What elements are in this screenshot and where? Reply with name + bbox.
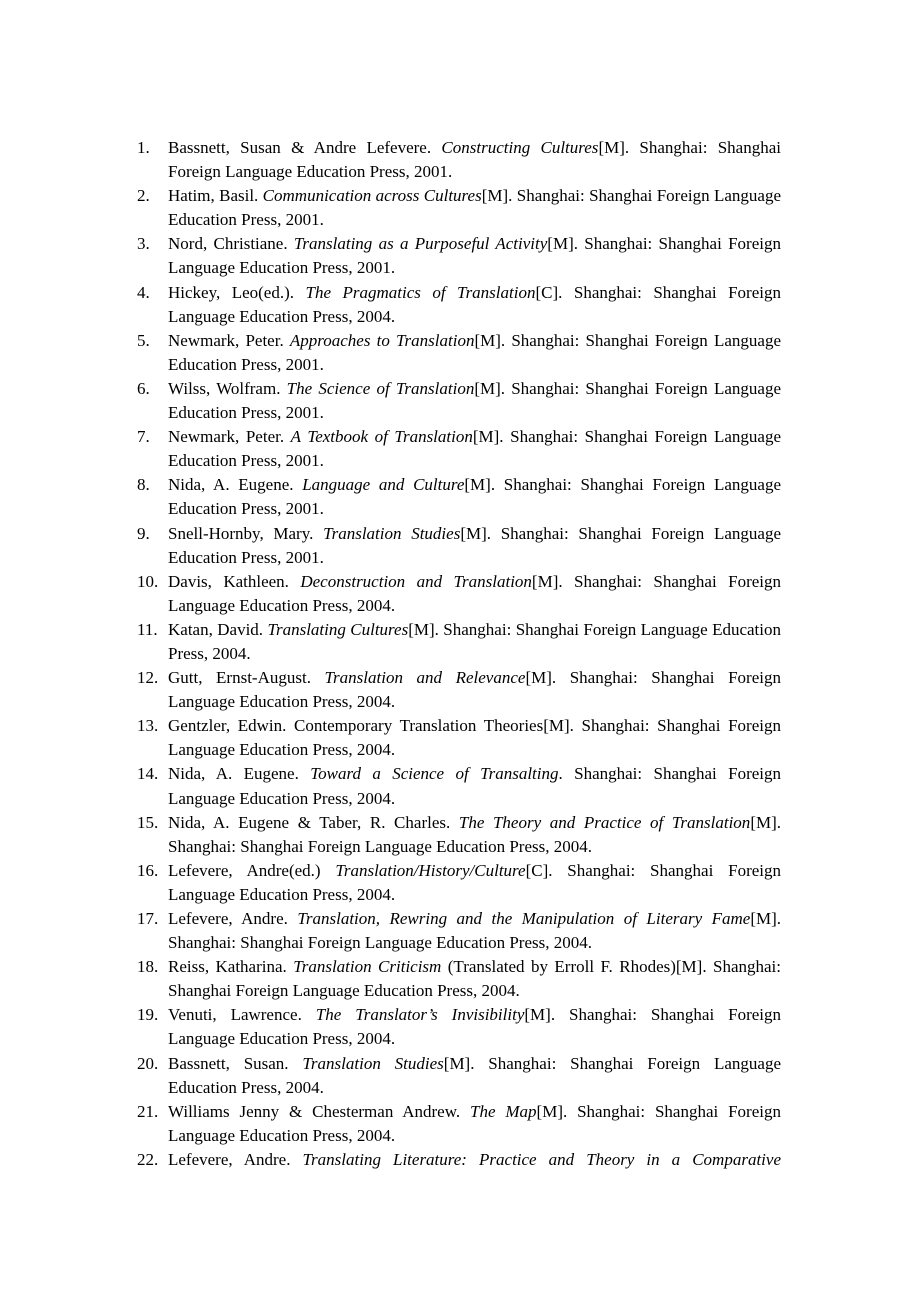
reference-title: The Map <box>470 1101 537 1121</box>
reference-text: Hatim, Basil. Communication across Cultures[M]. Shanghai: Shanghai Foreign Language Education Press, 2001. <box>168 186 781 230</box>
reference-item <box>137 762 781 810</box>
reference-number: 12. <box>137 668 159 688</box>
reference-title: The Science of Translation <box>286 378 475 398</box>
reference-title: Translation Studies <box>302 1053 444 1073</box>
reference-title: Translation and Relevance <box>324 668 526 688</box>
reference-title: A Textbook of Translation <box>290 427 473 447</box>
reference-title: Translation/History/Culture <box>335 860 526 880</box>
reference-number: 3. <box>137 234 150 254</box>
reference-number: 18. <box>137 957 159 977</box>
reference-number: 11. <box>137 619 158 639</box>
reference-text: Reiss, Katharina. Translation Criticism (Translated by Erroll F. Rhodes)[M]. Shanghai: Shanghai Foreign Language Education Press, 2004. <box>168 957 781 1001</box>
reference-text: Gentzler, Edwin. Contemporary Translation Theories[M]. Shanghai: Shanghai Foreign Language Education Press, 2004. <box>168 716 781 760</box>
reference-item <box>137 136 781 184</box>
reference-text: Lefevere, Andre(ed.) Translation/History/Culture[C]. Shanghai: Shanghai Foreign Language Education Press, 2004. <box>168 860 781 904</box>
reference-item <box>137 232 781 280</box>
reference-text: Newmark, Peter. Approaches to Translation[M]. Shanghai: Shanghai Foreign Language Education Press, 2001. <box>168 330 782 374</box>
reference-title: Translation Studies <box>323 523 461 543</box>
reference-number: 7. <box>137 427 150 447</box>
reference-title: Translation, Rewring and the Manipulation of Literary Fame <box>297 909 751 928</box>
reference-number: 14. <box>137 764 159 784</box>
reference-number: 17. <box>137 909 159 928</box>
reference-item <box>137 1100 781 1148</box>
reference-item <box>137 425 781 473</box>
reference-text: Williams Jenny & Chesterman Andrew. The Map[M]. Shanghai: Shanghai Foreign Language Education Press, 2004. <box>168 1101 781 1145</box>
reference-text: Nida, A. Eugene. Toward a Science of Transalting. Shanghai: Shanghai Foreign Language Education Press, 2004. <box>168 764 782 808</box>
reference-text: Gutt, Ernst-August. Translation and Relevance[M]. Shanghai: Shanghai Foreign Language Education Press, 2004. <box>168 668 781 712</box>
reference-text: Nord, Christiane. Translating as a Purposeful Activity[M]. Shanghai: Shanghai Foreign Language Education Press, 2001. <box>168 234 781 278</box>
reference-number: 16. <box>137 860 159 880</box>
reference-text: Bassnett, Susan & Andre Lefevere. Constructing Cultures[M]. Shanghai: Shanghai Foreign Language Education Press, 2001. <box>168 138 781 182</box>
reference-text: Lefevere, Andre. Translating Literature: Practice and Theory in a Comparative <box>168 1149 781 1169</box>
reference-number: 19. <box>137 1005 159 1025</box>
reference-item <box>137 281 781 329</box>
reference-text: Katan, David. Translating Cultures[M]. Shanghai: Shanghai Foreign Language Education Press, 2004. <box>168 619 782 663</box>
reference-item <box>137 1052 781 1100</box>
reference-title: Approaches to Translation <box>289 330 475 350</box>
reference-number: 5. <box>137 330 150 350</box>
reference-number: 9. <box>137 523 150 543</box>
reference-title: Language and Culture <box>302 475 465 495</box>
reference-title: Translating Literature: Practice and Theory in a Comparative <box>302 1149 781 1169</box>
reference-text: Venuti, Lawrence. The Translator’s Invisibility[M]. Shanghai: Shanghai Foreign Language Education Press, 2004. <box>168 1005 782 1049</box>
reference-item <box>137 618 781 666</box>
reference-number: 20. <box>137 1053 159 1073</box>
reference-item <box>137 1148 781 1172</box>
reference-item <box>137 811 781 859</box>
reference-number: 22. <box>137 1149 159 1169</box>
reference-text: Newmark, Peter. A Textbook of Translation[M]. Shanghai: Shanghai Foreign Language Education Press, 2001. <box>168 427 781 471</box>
reference-item <box>137 666 781 714</box>
reference-text: Lefevere, Andre. Translation, Rewring and the Manipulation of Literary Fame[M]. Shanghai: Shanghai Foreign Language Education Press, 2004. <box>168 909 782 953</box>
reference-title: Toward a Science of Transalting <box>310 764 559 784</box>
reference-number: 13. <box>137 716 159 736</box>
reference-item <box>137 955 781 1003</box>
reference-number: 15. <box>137 812 159 832</box>
reference-number: 21. <box>137 1101 159 1121</box>
reference-text: Davis, Kathleen. Deconstruction and Translation[M]. Shanghai: Shanghai Foreign Language Education Press, 2004. <box>168 571 781 615</box>
reference-number: 2. <box>137 186 150 206</box>
reference-item <box>137 329 781 377</box>
reference-title: Translating as a Purposeful Activity <box>293 234 548 254</box>
reference-text: Nida, A. Eugene & Taber, R. Charles. The Theory and Practice of Translation[M]. Shanghai: Shanghai Foreign Language Education Press, 2004. <box>168 812 782 856</box>
reference-title: Communication across Cultures <box>262 186 482 206</box>
reference-text: Hickey, Leo(ed.). The Pragmatics of Translation[C]. Shanghai: Shanghai Foreign Language Education Press, 2004. <box>168 282 781 326</box>
reference-title: The Theory and Practice of Translation <box>458 812 751 832</box>
reference-list <box>137 136 781 1172</box>
reference-title: Translation Criticism <box>293 957 442 977</box>
reference-number: 10. <box>137 571 159 591</box>
reference-text: Snell-Hornby, Mary. Translation Studies[M]. Shanghai: Shanghai Foreign Language Education Press, 2001. <box>168 523 781 567</box>
reference-title: Constructing Cultures <box>441 138 599 157</box>
reference-item <box>137 377 781 425</box>
reference-item <box>137 570 781 618</box>
reference-item <box>137 473 781 521</box>
reference-item <box>137 859 781 907</box>
reference-number: 8. <box>137 475 150 495</box>
reference-item <box>137 1003 781 1051</box>
reference-title: The Translator’s Invisibility <box>315 1005 525 1025</box>
reference-text: Wilss, Wolfram. The Science of Translation[M]. Shanghai: Shanghai Foreign Language Education Press, 2001. <box>168 378 782 423</box>
reference-item <box>137 184 781 232</box>
reference-title: The Pragmatics of Translation <box>305 282 536 302</box>
reference-item <box>137 522 781 570</box>
reference-item <box>137 714 781 762</box>
reference-number: 4. <box>137 282 150 302</box>
reference-title: Translating Cultures <box>267 619 409 639</box>
reference-text: Nida, A. Eugene. Language and Culture[M]. Shanghai: Shanghai Foreign Language Education Press, 2001. <box>168 475 782 519</box>
reference-item <box>137 907 781 955</box>
reference-number: 6. <box>137 378 150 398</box>
reference-text: Bassnett, Susan. Translation Studies[M]. Shanghai: Shanghai Foreign Language Education Press, 2004. <box>168 1053 781 1097</box>
reference-number: 1. <box>137 138 150 157</box>
reference-title: Deconstruction and Translation <box>300 571 532 591</box>
